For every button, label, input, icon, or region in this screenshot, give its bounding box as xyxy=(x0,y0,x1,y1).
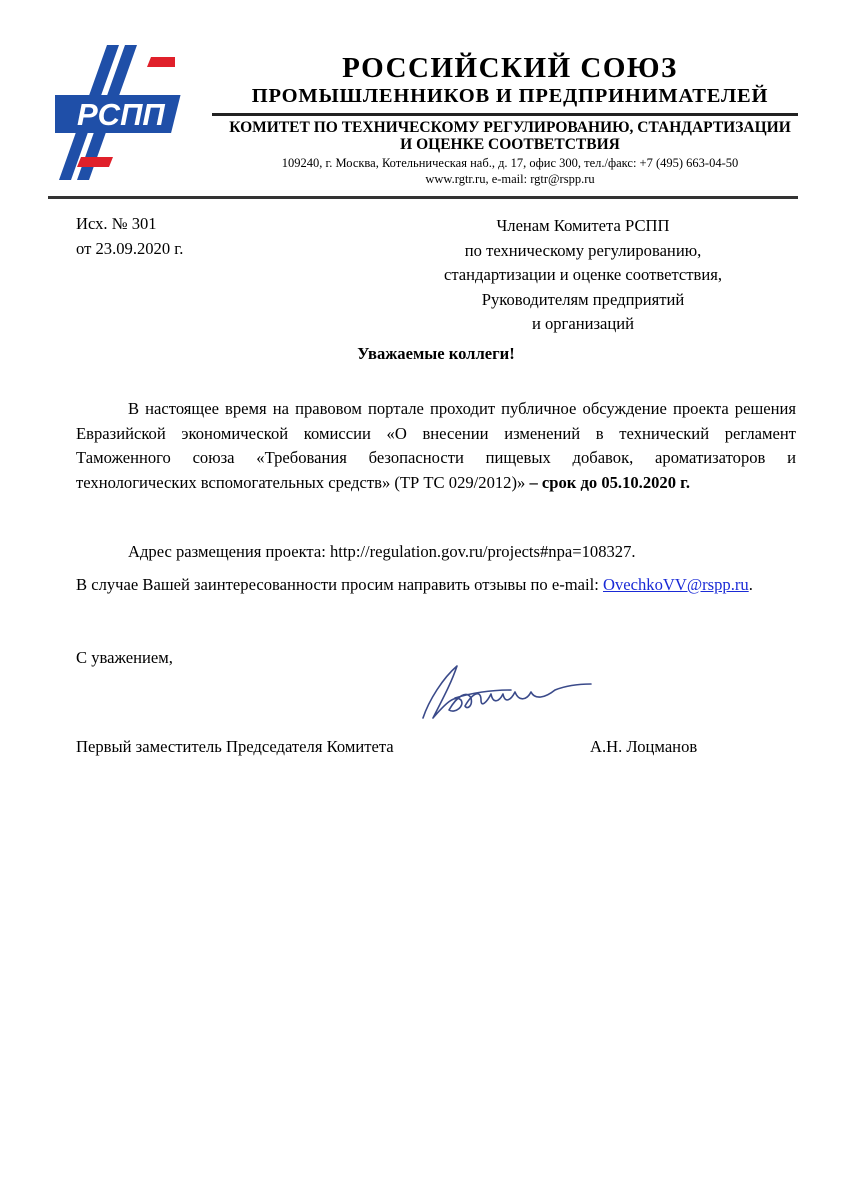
addressee-line: по техническому регулированию, xyxy=(464,240,702,260)
rspp-logo xyxy=(55,45,200,180)
header-divider xyxy=(48,196,798,199)
addressee-line: стандартизации и оценке соответствия, xyxy=(443,265,723,284)
header-divider-thin xyxy=(212,113,798,116)
addressee-block xyxy=(390,214,776,337)
paragraph-end: . xyxy=(748,575,753,594)
body-paragraph-2: Адрес размещения проекта: http://regulation.gov.ru/projects#npa=108327. xyxy=(128,542,636,561)
logo-text: РСПП xyxy=(77,97,165,132)
handwritten-signature xyxy=(415,660,605,725)
signatory-name: А.Н. Лоцманов xyxy=(590,737,698,756)
committee-name-line1: КОМИТЕТ ПО ТЕХНИЧЕСКОМУ РЕГУЛИРОВАНИЮ, СТАНДАРТИЗАЦИИ xyxy=(229,119,791,136)
addressee-line: и организаций xyxy=(531,314,635,333)
letter-date: от 23.09.2020 г. xyxy=(76,239,184,258)
body-paragraph-3 xyxy=(76,573,796,598)
closing-phrase: С уважением, xyxy=(76,648,173,667)
paragraph-text: В случае Вашей заинтересованности просим направить отзывы по e-mail: xyxy=(76,575,603,594)
org-name-line2: ПРОМЫШЛЕННИКОВ И ПРЕДПРИНИМАТЕЛЕЙ xyxy=(251,85,769,107)
greeting: Уважаемые коллеги! xyxy=(357,344,515,363)
email-link[interactable]: OvechkoVV@rspp.ru xyxy=(603,575,749,594)
org-contacts: www.rgtr.ru, e-mail: rgtr@rspp.ru xyxy=(425,172,595,186)
body-paragraph-1 xyxy=(76,397,796,495)
signatory-title: Первый заместитель Председателя Комитета xyxy=(76,737,394,756)
org-address: 109240, г. Москва, Котельническая наб., д. 17, офис 300, тел./факс: +7 (495) 663-04-50 xyxy=(281,156,739,170)
outgoing-number: Исх. № 301 xyxy=(76,214,157,233)
org-name-line1: РОССИЙСКИЙ СОЮЗ xyxy=(342,52,678,84)
paragraph-text: В настоящее время на правовом портале проходит публичное обсуждение проекта решения Евразийской экономической комиссии «О внесении изменений в технический регламент Таможенного союза «Требования безопасности пищевых добавок, ароматизаторов и технологических вспомогательных средств» (ТР ТС 029/2012)» xyxy=(76,399,796,492)
deadline-text: – срок до 05.10.2020 г. xyxy=(525,472,690,492)
addressee-line: Руководителям предприятий xyxy=(481,289,685,309)
committee-name-line2: И ОЦЕНКЕ СООТВЕТСТВИЯ xyxy=(400,136,620,153)
addressee-line: Членам Комитета РСПП xyxy=(496,216,670,235)
